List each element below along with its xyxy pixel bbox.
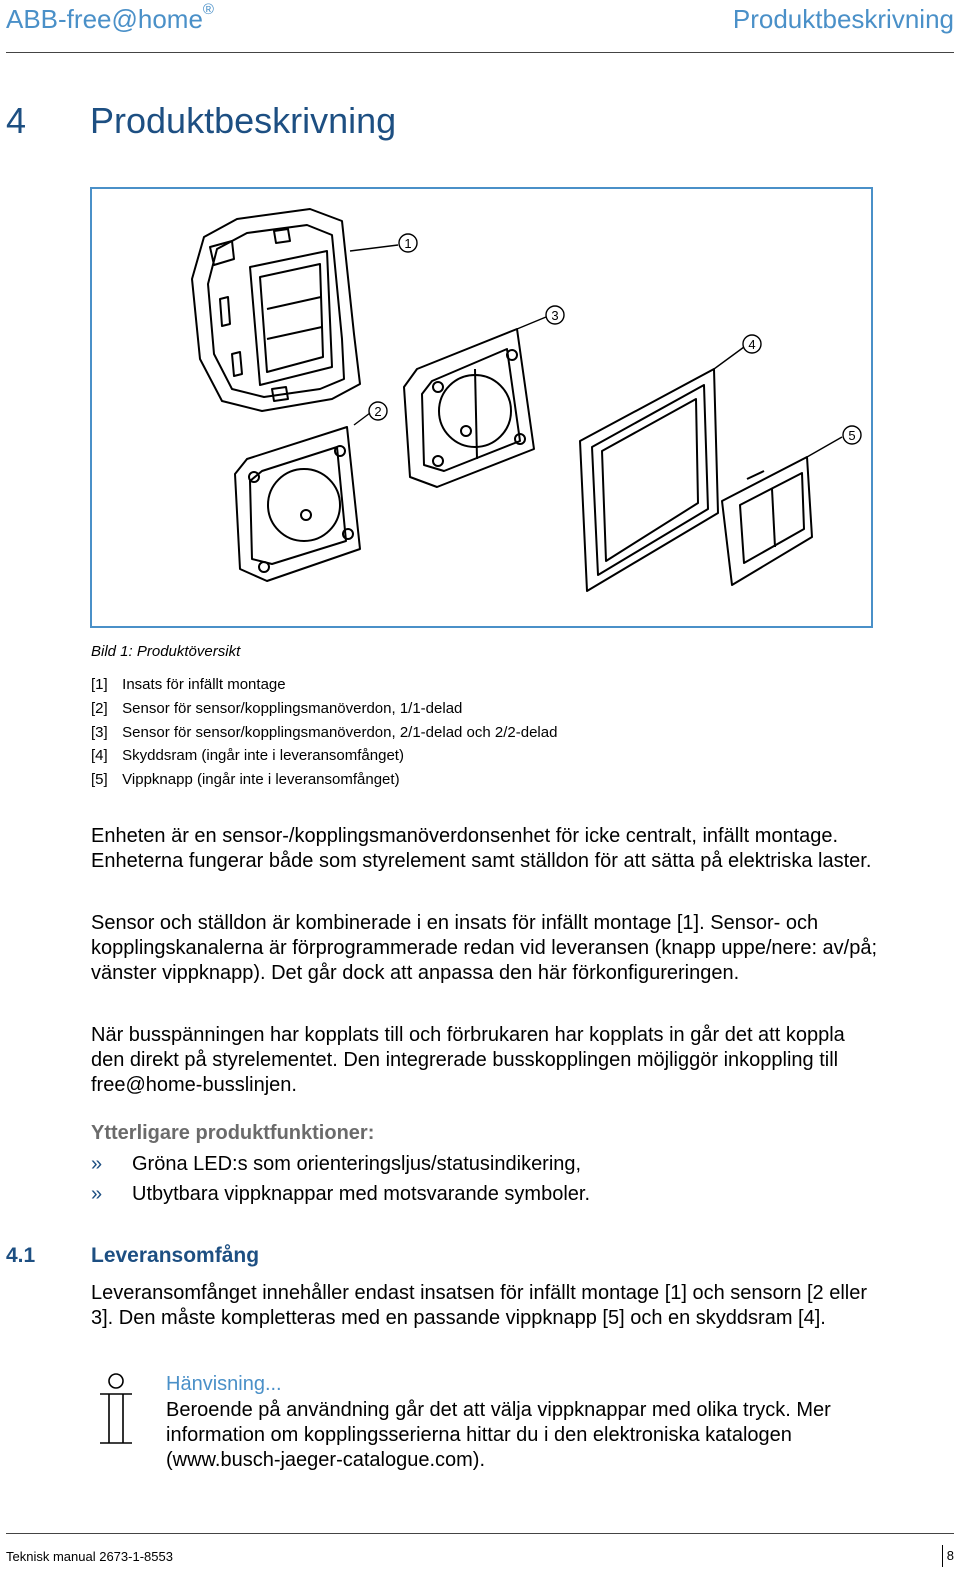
product-overview-figure bbox=[90, 187, 873, 628]
section-text: Leveransomfånget innehåller endast insatsen för infällt montage [1] och sensorn [2 eller 3]. Den måste kompletteras med en passande vippknapp [5] och en skyddsram [4]. bbox=[91, 1282, 868, 1329]
paragraph-intro: Enheten är en sensor-/kopplingsmanöverdonsenhet för icke centralt, infällt montage. Enheterna fungerar både som styrelement samt ställdon för att sätta på elektriska laster. bbox=[91, 825, 872, 872]
frame-drawing bbox=[580, 369, 718, 591]
features-heading: Ytterligare produktfunktioner: bbox=[91, 1122, 375, 1144]
paragraph-bus: När busspänningen har kopplats till och förbrukaren har kopplats in går det att koppla den direkt på styrelementet. Den integrerade busskopplingen möjliggör inkoppling till free@home-busslinjen. bbox=[91, 1024, 845, 1096]
callout-4: 4 bbox=[748, 337, 756, 352]
section-title: Leveransomfång bbox=[91, 1244, 260, 1267]
section-number: 4.1 bbox=[6, 1244, 36, 1267]
figure-caption: Bild 1: Produktöversikt bbox=[91, 643, 241, 660]
feature-item: » Utbytbara vippknappar med motsvarande symboler. bbox=[91, 1183, 591, 1205]
footer-divider bbox=[6, 1533, 954, 1534]
legend-item: [5] Vippknapp (ingår inte i leveransomfånget) bbox=[91, 771, 400, 789]
feature-item: » Gröna LED:s som orienteringsljus/statusindikering, bbox=[91, 1153, 582, 1175]
sensor-1-1-drawing bbox=[235, 427, 360, 581]
sensor-2-1-drawing bbox=[404, 329, 534, 487]
callout-1: 1 bbox=[404, 236, 412, 251]
chapter-title: Produktbeskrivning bbox=[90, 100, 397, 141]
header-divider bbox=[6, 52, 954, 53]
rocker-drawing bbox=[722, 457, 812, 585]
product-illustration bbox=[92, 189, 875, 630]
page-number: 8 bbox=[942, 1545, 954, 1567]
callout-5: 5 bbox=[848, 428, 856, 443]
paragraph-sensor: Sensor och ställdon är kombinerade i en insats för infällt montage [1]. Sensor- och kopplingskanalerna är förprogrammerade redan vid leveransen (knapp uppe/nere: av/på; vänster vippknapp). Det går dock att anpassa den här förkonfigureringen. bbox=[91, 912, 878, 984]
legend-item: [4] Skyddsram (ingår inte i leveransomfånget) bbox=[91, 747, 404, 765]
header-section-title: Produktbeskrivning bbox=[732, 4, 954, 34]
note-text: Beroende på användning går det att välja vippknappar med olika tryck. Mer information om kopplingsserierna hittar du i den elektroniska katalogen (www.busch-jaeger-catalogue.com). bbox=[166, 1399, 831, 1471]
figure-legend bbox=[91, 673, 557, 792]
callout-2: 2 bbox=[374, 404, 382, 419]
note-title: Hänvisning... bbox=[166, 1373, 282, 1395]
info-icon bbox=[96, 1372, 136, 1446]
callout-3: 3 bbox=[551, 308, 559, 323]
header-brand: ABB-free@home® bbox=[6, 1, 214, 34]
footer-document-id: Teknisk manual 2673-1-8553 bbox=[6, 1549, 173, 1564]
legend-item: [2] Sensor för sensor/kopplingsmanöverdon, 1/1-delad bbox=[91, 699, 463, 717]
legend-item: [3] Sensor för sensor/kopplingsmanöverdon, 2/1-delad och 2/2-delad bbox=[91, 723, 558, 741]
insert-drawing bbox=[192, 209, 360, 411]
chapter-number: 4 bbox=[6, 100, 27, 141]
legend-item: [1] Insats för infällt montage bbox=[91, 676, 286, 693]
